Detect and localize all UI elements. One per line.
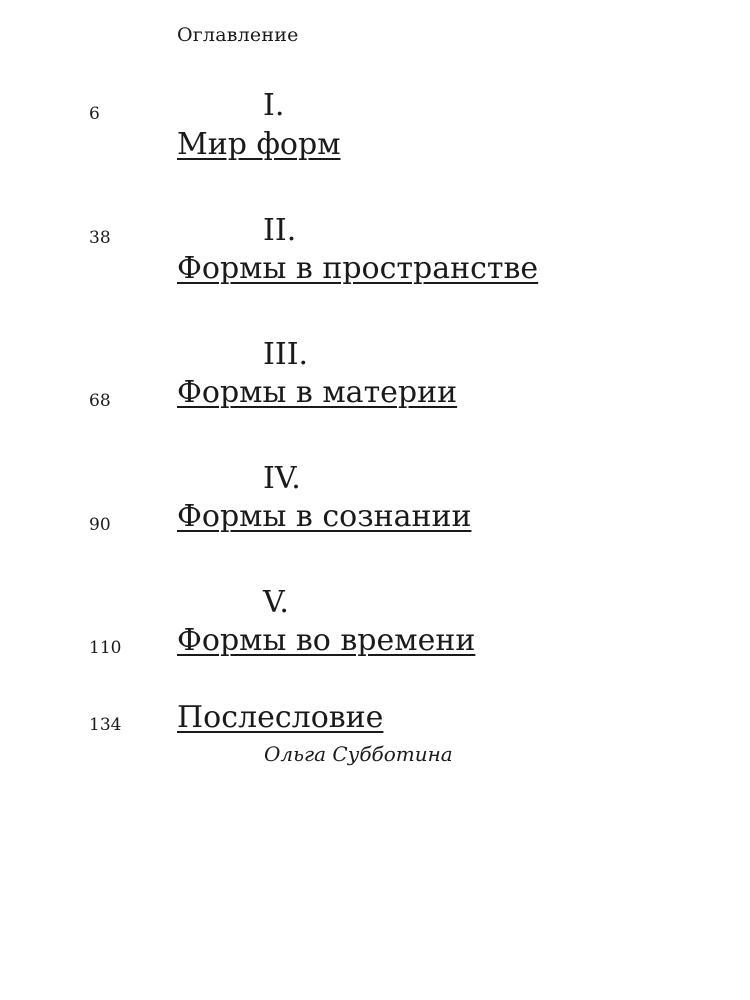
entry-3-numeral: III. (263, 337, 309, 372)
entry-4-page-number: 90 (89, 515, 111, 535)
afterword-author: Ольга Субботина (264, 742, 453, 766)
entry-5-title-link[interactable]: Формы во времени (177, 623, 476, 658)
afterword-title-link[interactable]: Послесловие (177, 700, 384, 735)
afterword-page-number: 134 (89, 715, 122, 735)
entry-1-page-number: 6 (89, 104, 100, 124)
entry-1-numeral: I. (263, 88, 285, 123)
entry-3-title-link[interactable]: Формы в материи (177, 375, 458, 410)
entry-1-title-link[interactable]: Мир форм (177, 127, 341, 162)
entry-4-numeral: IV. (263, 461, 301, 496)
entry-5-numeral: V. (263, 585, 289, 620)
entry-4-title-link[interactable]: Формы в сознании (177, 499, 472, 534)
entry-3-page-number: 68 (89, 391, 111, 411)
entry-2-numeral: II. (263, 213, 297, 248)
entry-5-page-number: 110 (89, 638, 122, 658)
toc-heading: Оглавление (177, 24, 299, 46)
entry-2-title-link[interactable]: Формы в пространстве (177, 251, 539, 286)
entry-2-page-number: 38 (89, 228, 111, 248)
